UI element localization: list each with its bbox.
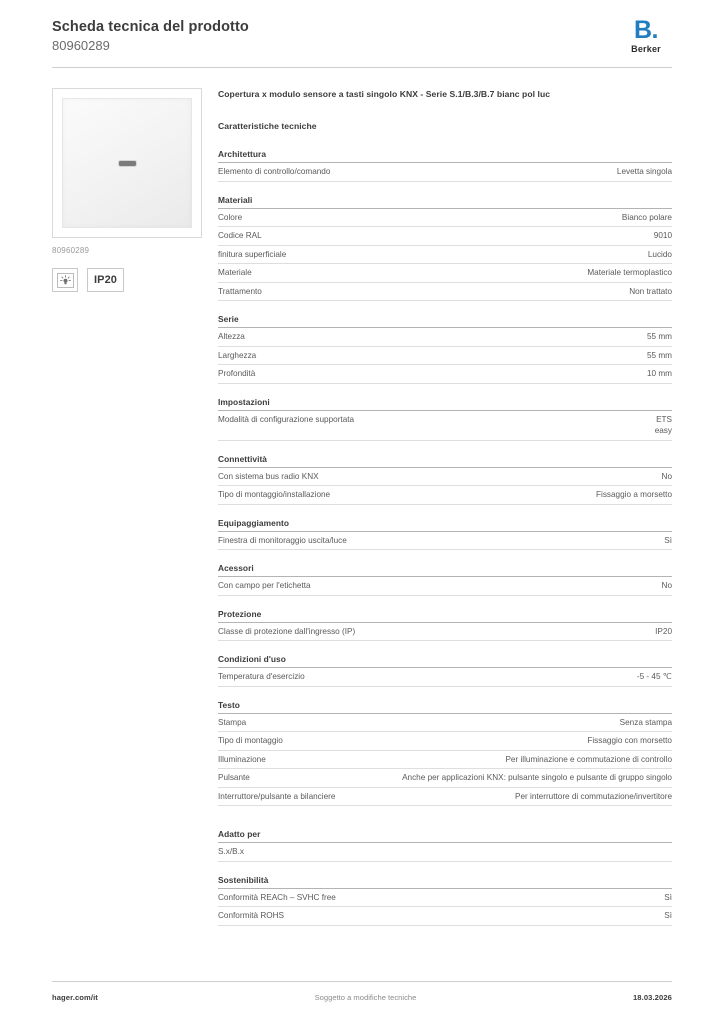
specifications-column	[218, 88, 672, 939]
spec-label: finitura superficiale	[218, 249, 287, 259]
spec-group-title: Materiali	[218, 195, 672, 209]
spec-label: Stampa	[218, 717, 247, 727]
spec-value: -5 - 45 ℃	[636, 672, 672, 681]
spec-value: 55 mm	[646, 350, 672, 360]
spec-value: Levetta singola	[616, 167, 672, 176]
spec-group-title: Testo	[218, 700, 672, 714]
spec-value: Senza stampa	[619, 717, 672, 727]
product-reference: 80960289	[52, 38, 110, 53]
spec-label: Altezza	[218, 332, 245, 341]
spec-row	[218, 365, 672, 384]
spec-label: Con sistema bus radio KNX	[218, 471, 319, 481]
footer-date: 18.03.2026	[632, 992, 672, 1002]
spec-row	[218, 347, 672, 366]
spec-label: Colore	[218, 212, 243, 222]
spec-label: Tipo di montaggio	[218, 736, 283, 745]
spec-value: Lucido	[647, 249, 672, 259]
spec-group-title: Connettività	[218, 454, 672, 468]
spec-value: Bianco polare	[621, 212, 672, 222]
spec-row	[218, 751, 672, 770]
spec-label: Conformità ROHS	[218, 911, 284, 920]
spec-group-title: Architettura	[218, 149, 672, 163]
spec-group	[218, 654, 672, 687]
spec-value: ETS easy	[654, 414, 672, 435]
page-header	[52, 18, 672, 68]
page-footer	[52, 990, 672, 1004]
spec-group-title: Equipaggiamento	[218, 518, 672, 532]
spec-value: Sì	[664, 892, 672, 902]
spec-row	[218, 246, 672, 265]
spec-row	[218, 411, 672, 441]
spec-row	[218, 468, 672, 487]
spec-label: Conformità REACh – SVHC free	[218, 892, 336, 902]
spec-label: Materiale	[218, 268, 252, 277]
spec-row	[218, 577, 672, 596]
product-rocker-cover	[62, 98, 192, 228]
spec-value: IP20	[655, 626, 672, 636]
spec-row	[218, 264, 672, 283]
spec-group	[218, 609, 672, 642]
footer-disclaimer: Soggetto a modifiche tecniche	[314, 992, 417, 1002]
spec-group-title: Adatto per	[218, 829, 672, 843]
brand-mark-icon: B.	[634, 16, 658, 44]
spec-row	[218, 907, 672, 926]
spec-label: Larghezza	[218, 350, 257, 360]
spec-label: Tipo di montaggio/installazione	[218, 490, 331, 499]
spec-row	[218, 209, 672, 228]
spec-label: Finestra di monitoraggio uscita/luce	[218, 535, 347, 545]
spec-label: Profondità	[218, 369, 256, 378]
monitoring-window-icon	[119, 161, 136, 166]
spec-group	[218, 397, 672, 441]
spec-value: Per illuminazione e commutazione di controllo	[505, 754, 672, 764]
product-badges	[52, 268, 204, 292]
spec-value: Fissaggio a morsetto	[596, 490, 672, 499]
brand-name: Berker	[631, 44, 661, 54]
spec-label: Codice RAL	[218, 231, 262, 240]
spec-group	[218, 829, 672, 862]
spec-group	[218, 563, 672, 596]
footer-divider	[52, 981, 672, 982]
spec-value: 55 mm	[646, 332, 672, 341]
illumination-icon	[57, 273, 74, 288]
spec-group	[218, 314, 672, 384]
illumination-badge	[52, 268, 78, 292]
spec-row	[218, 283, 672, 302]
spec-value: No	[661, 581, 672, 590]
spec-group	[218, 875, 672, 926]
spec-group	[218, 149, 672, 182]
spec-value: Fissaggio con morsetto	[587, 736, 672, 745]
spec-label: Modalità di configurazione supportata	[218, 414, 355, 424]
spec-group-title: Protezione	[218, 609, 672, 623]
spec-group	[218, 700, 672, 807]
spec-group-title: Serie	[218, 314, 672, 328]
spec-row	[218, 769, 672, 788]
ip-rating-badge: IP20	[87, 268, 124, 292]
spec-group-title: Acessori	[218, 563, 672, 577]
spec-value: 10 mm	[646, 369, 672, 378]
spec-label: Temperatura d'esercizio	[218, 672, 305, 681]
header-divider	[52, 67, 672, 68]
spec-group-title: Sostenibilità	[218, 875, 672, 889]
spec-row	[218, 668, 672, 687]
spec-row	[218, 328, 672, 347]
spec-value: Sì	[664, 535, 672, 545]
spec-row	[218, 843, 672, 862]
spec-group	[218, 518, 672, 551]
page-title: Scheda tecnica del prodotto	[52, 19, 249, 35]
spec-value: Non trattato	[629, 286, 672, 296]
spec-row	[218, 532, 672, 551]
spec-label: Illuminazione	[218, 754, 266, 764]
spec-row	[218, 486, 672, 505]
spec-row	[218, 788, 672, 807]
spec-label: Con campo per l'etichetta	[218, 581, 311, 590]
spec-row	[218, 163, 672, 182]
spec-row	[218, 623, 672, 642]
spec-value: No	[661, 471, 672, 481]
brand-logo	[620, 18, 672, 54]
spec-label: Interruttore/pulsante a bilanciere	[218, 791, 336, 801]
spec-row	[218, 889, 672, 908]
spec-value: Anche per applicazioni KNX: pulsante singolo e pulsante di gruppo singolo	[402, 773, 672, 782]
spec-label: Trattamento	[218, 286, 262, 296]
spec-label: Elemento di controllo/comando	[218, 167, 331, 176]
spec-group-title: Condizioni d'uso	[218, 654, 672, 668]
spec-label: Pulsante	[218, 773, 250, 782]
footer-website-link[interactable]: hager.com/it	[52, 992, 98, 1002]
spec-value: Sì	[664, 911, 672, 920]
product-image-caption: 80960289	[52, 246, 90, 255]
spec-value: 9010	[653, 231, 672, 240]
spec-row	[218, 714, 672, 733]
spec-row	[218, 732, 672, 751]
spec-group	[218, 454, 672, 505]
spec-row	[218, 227, 672, 246]
spec-label: S.x/B.x	[218, 847, 244, 856]
spec-group-title: Impostazioni	[218, 397, 672, 411]
product-media-column	[52, 88, 204, 292]
product-name: Copertura x modulo sensore a tasti singolo KNX - Serie S.1/B.3/B.7 bianc pol luc	[218, 89, 551, 99]
product-image	[52, 88, 202, 238]
specification-groups	[218, 149, 672, 926]
specifications-heading: Caratteristiche tecniche	[218, 121, 317, 131]
spec-value: Per interruttore di commutazione/invertitore	[515, 791, 672, 801]
spec-value: Materiale termoplastico	[587, 268, 672, 277]
spec-label: Classe di protezione dall'ingresso (IP)	[218, 626, 356, 636]
spec-group	[218, 195, 672, 302]
